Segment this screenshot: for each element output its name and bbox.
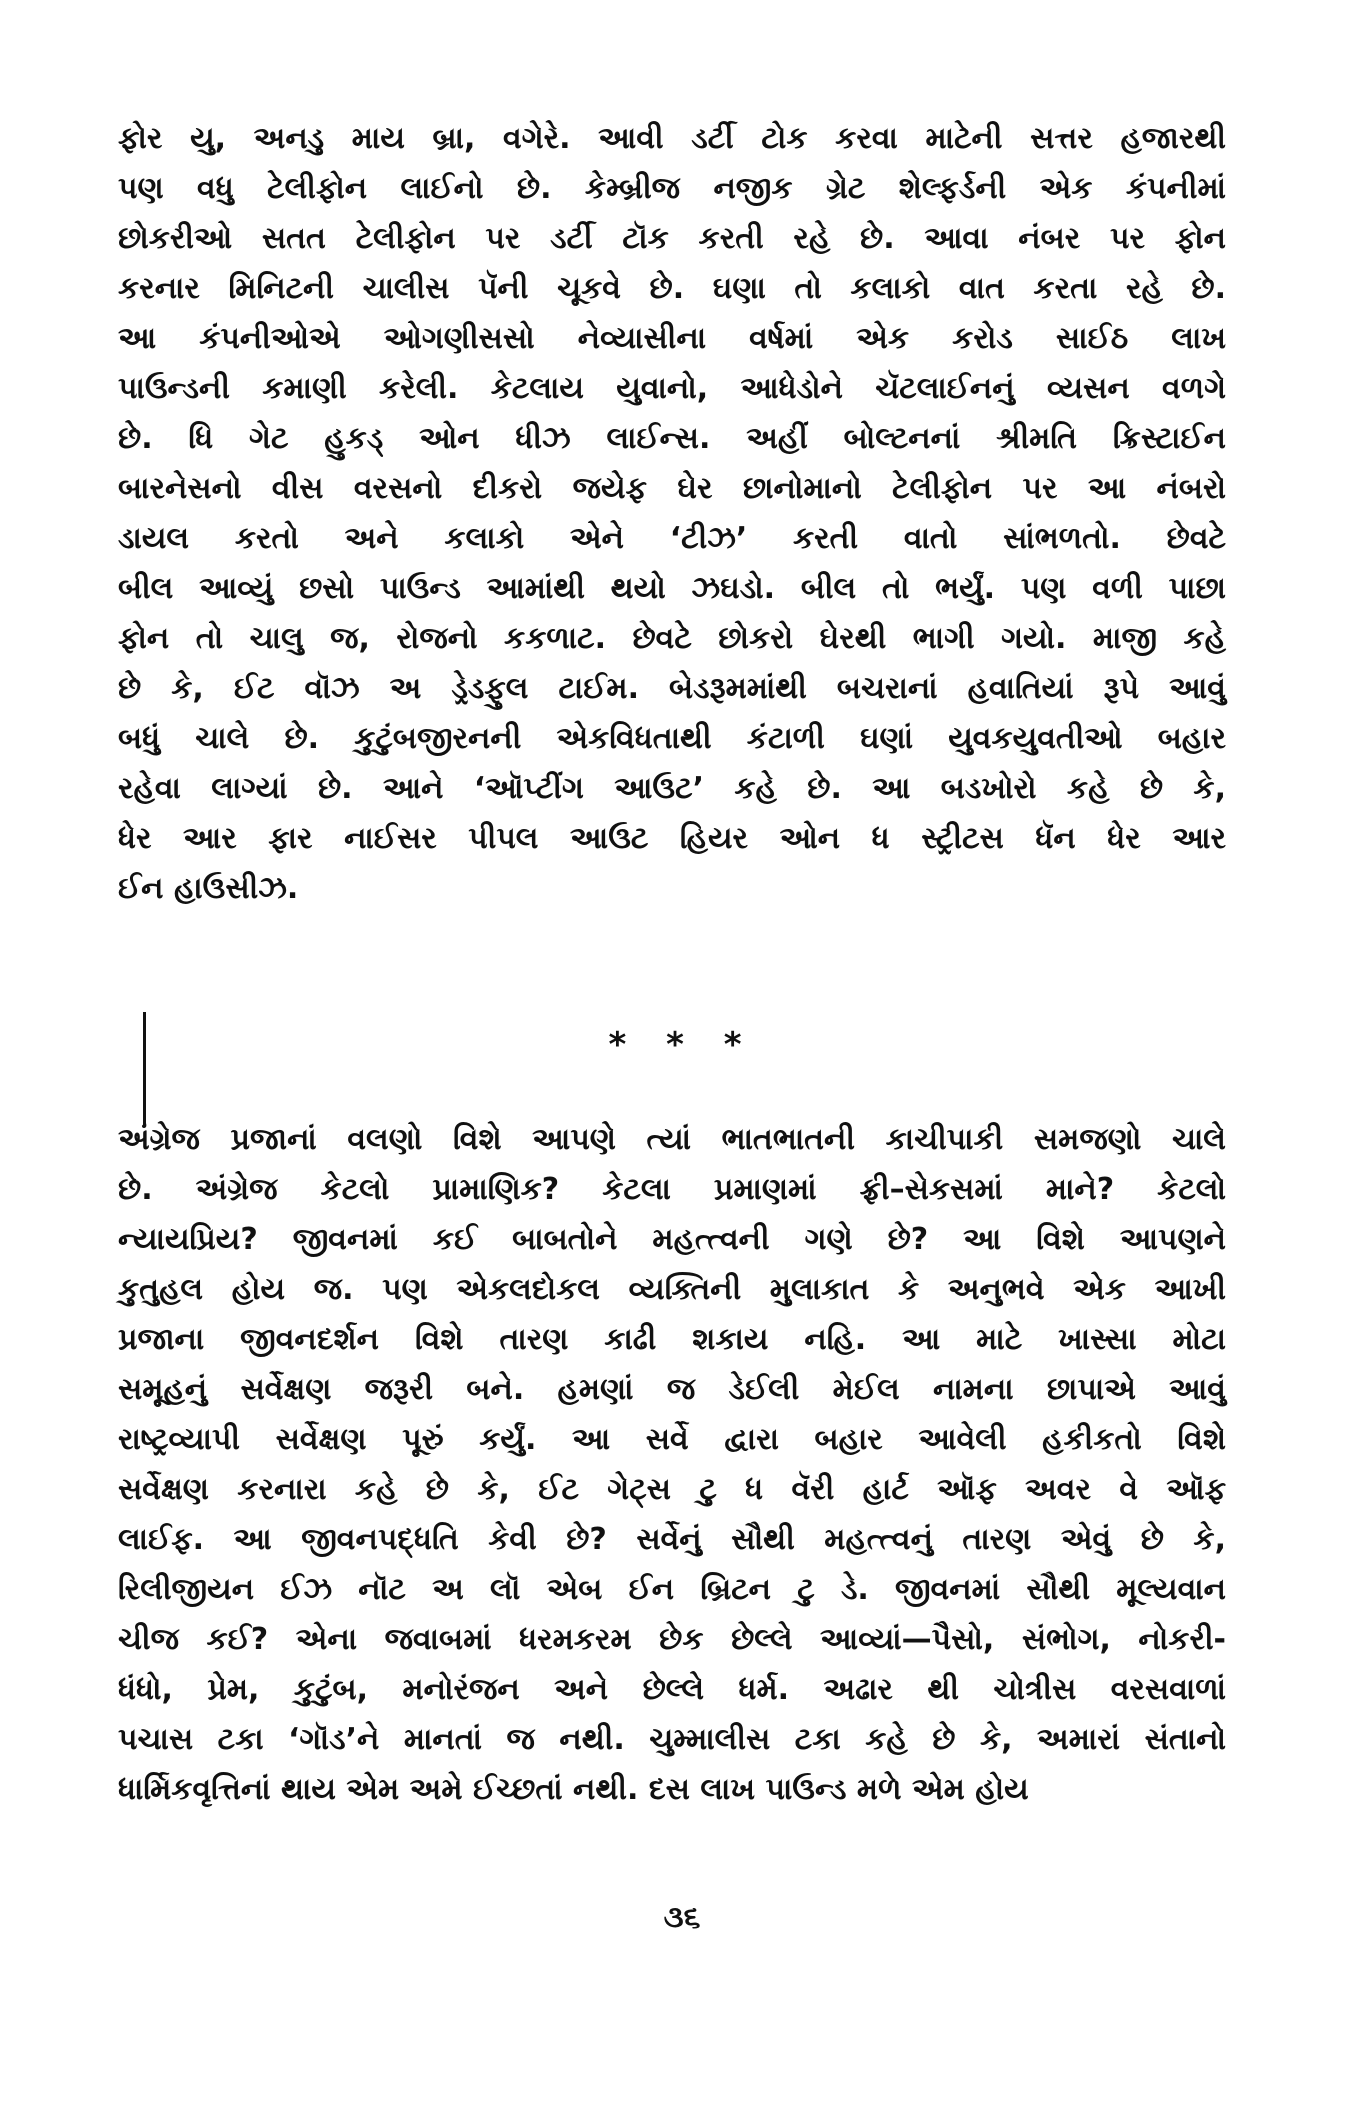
text-line: લાઈફ. આ જીવનપદ્ધતિ કેવી છે? સર્વેનું સૌથી મહત્ત્વનું તારણ એવું છે કે, <box>118 1522 1226 1557</box>
text-line: છે. અંગ્રેજ કેટલો પ્રામાણિક? કેટલા પ્રમાણમાં ફ્રી–સેકસમાં માને? કેટલો <box>118 1172 1226 1207</box>
text-line: રાષ્ટ્રવ્યાપી સર્વેક્ષણ પૂરું કર્યું. આ સર્વે દ્વારા બહાર આવેલી હકીકતો વિશે <box>118 1422 1226 1457</box>
text-line: ધેર આર ફાર નાઈસર પીપલ આઉટ હિયર ઓન ધ સ્ટ્રીટસ ધૅન ધેર આર <box>118 821 1226 856</box>
section-separator: * * * <box>608 1025 756 1065</box>
text-line: ચીજ કઈ? એના જવાબમાં ધરમકરમ છેક છેલ્લે આવ્યાં—પૈસો, સંભોગ, નોકરી- <box>118 1622 1226 1657</box>
text-line: પચાસ ટકા ‘ગૉડ’ને માનતાં જ નથી. ચુમ્માલીસ ટકા કહે છે કે, અમારાં સંતાનો <box>118 1722 1226 1757</box>
text-line: પાઉન્ડની કમાણી કરેલી. કેટલાય યુવાનો, આધેડોને ચૅટલાઈનનું વ્યસન વળગે <box>118 371 1226 406</box>
text-line: સમૂહનું સર્વેક્ષણ જરૂરી બને. હમણાં જ ડેઈલી મેઈલ નામના છાપાએ આવું <box>118 1372 1226 1407</box>
text-line: ઈન હાઉસીઝ. <box>118 871 299 906</box>
text-line: છે કે, ઈટ વૉઝ અ ડ્રેડફુલ ટાઈમ. બેડરૂમમાંથી બચરાનાં હવાતિયાં રૂપે આવું <box>118 671 1226 706</box>
text-line: પ્રજાના જીવનદર્શન વિશે તારણ કાઢી શકાય નહિ. આ માટે ખાસ્સા મોટા <box>118 1322 1226 1357</box>
text-line: ફોર યુ, અનડુ માય બ્રા, વગેરે. આવી ડર્ટી ટોક કરવા માટેની સત્તર હજારથી <box>118 121 1226 156</box>
text-line: ધાર્મિકવૃત્તિનાં થાય એમ અમે ઈચ્છતાં નથી. દસ લાખ પાઉન્ડ મળે એમ હોય <box>118 1772 1029 1807</box>
text-line: રિલીજીયન ઈઝ નૉટ અ લૉ એબ ઈન બ્રિટન ટુ ડે. જીવનમાં સૌથી મૂલ્યવાન <box>118 1572 1226 1607</box>
paragraph-english-survey <box>118 1115 1226 1815</box>
text-line: અંગ્રેજ પ્રજાનાં વલણો વિશે આપણે ત્યાં ભાતભાતની કાચીપાકી સમજણો ચાલે <box>118 1122 1226 1157</box>
text-line: છે. ધિ ગેટ હુકડ્ ઓન ધીઝ લાઈન્સ. અહીં બોલ્ટનનાં શ્રીમતિ ક્રિસ્ટાઈન <box>118 421 1226 456</box>
page-number: ૩૬ <box>663 1900 701 1935</box>
text-line: બીલ આવ્યું છસો પાઉન્ડ આમાંથી થયો ઝઘડો. બીલ તો ભર્યું. પણ વળી પાછા <box>118 571 1226 606</box>
text-line: કરનાર મિનિટની ચાલીસ પૅની ચૂકવે છે. ઘણા તો કલાકો વાત કરતા રહે છે. <box>118 271 1226 306</box>
text-line: બારનેસનો વીસ વરસનો દીકરો જયેફ ઘેર છાનોમાનો ટેલીફોન પર આ નંબરો <box>118 471 1226 506</box>
text-line: ધંધો, પ્રેમ, કુટુંબ, મનોરંજન અને છેલ્લે ધર્મ. અઢાર થી ચોત્રીસ વરસવાળાં <box>118 1672 1226 1707</box>
paragraph-telephone-chat-lines <box>118 114 1226 914</box>
margin-mark <box>143 1012 146 1127</box>
text-line: બધું ચાલે છે. કુટુંબજીરનની એકવિધતાથી કંટાળી ઘણાં યુવકયુવતીઓ બહાર <box>118 721 1226 756</box>
text-line: છોકરીઓ સતત ટેલીફોન પર ડર્ટી ટૉક કરતી રહે છે. આવા નંબર પર ફોન <box>118 221 1226 256</box>
text-line: કુતુહલ હોય જ. પણ એકલદોકલ વ્યક્તિની મુલાકાત કે અનુભવે એક આખી <box>118 1272 1226 1307</box>
text-line: સર્વેક્ષણ કરનારા કહે છે કે, ઈટ ગેટ્સ ટુ ધ વૅરી હાર્ટ ઑફ અવર વે ઑફ <box>118 1472 1226 1507</box>
text-line: ડાયલ કરતો અને કલાકો એને ‘ટીઝ’ કરતી વાતો સાંભળતો. છેવટે <box>118 521 1226 556</box>
text-line: ન્યાયપ્રિય? જીવનમાં કઈ બાબતોને મહત્ત્વની ગણે છે? આ વિશે આપણને <box>118 1222 1226 1257</box>
text-line: આ કંપનીઓએ ઓગણીસસો નેવ્યાસીના વર્ષમાં એક કરોડ સાઈઠ લાખ <box>118 321 1226 356</box>
text-line: ફોન તો ચાલુ જ, રોજનો કકળાટ. છેવટે છોકરો ઘેરથી ભાગી ગયો. માજી કહે <box>118 621 1226 656</box>
text-line: પણ વધુ ટેલીફોન લાઈનો છે. કેમ્બ્રીજ નજીક ગ્રેટ શેલ્ફર્ડની એક કંપનીમાં <box>118 171 1226 206</box>
text-line: રહેવા લાગ્યાં છે. આને ‘ઑપ્ટીંગ આઉટ’ કહે છે. આ બડખોરો કહે છે કે, <box>118 771 1226 806</box>
